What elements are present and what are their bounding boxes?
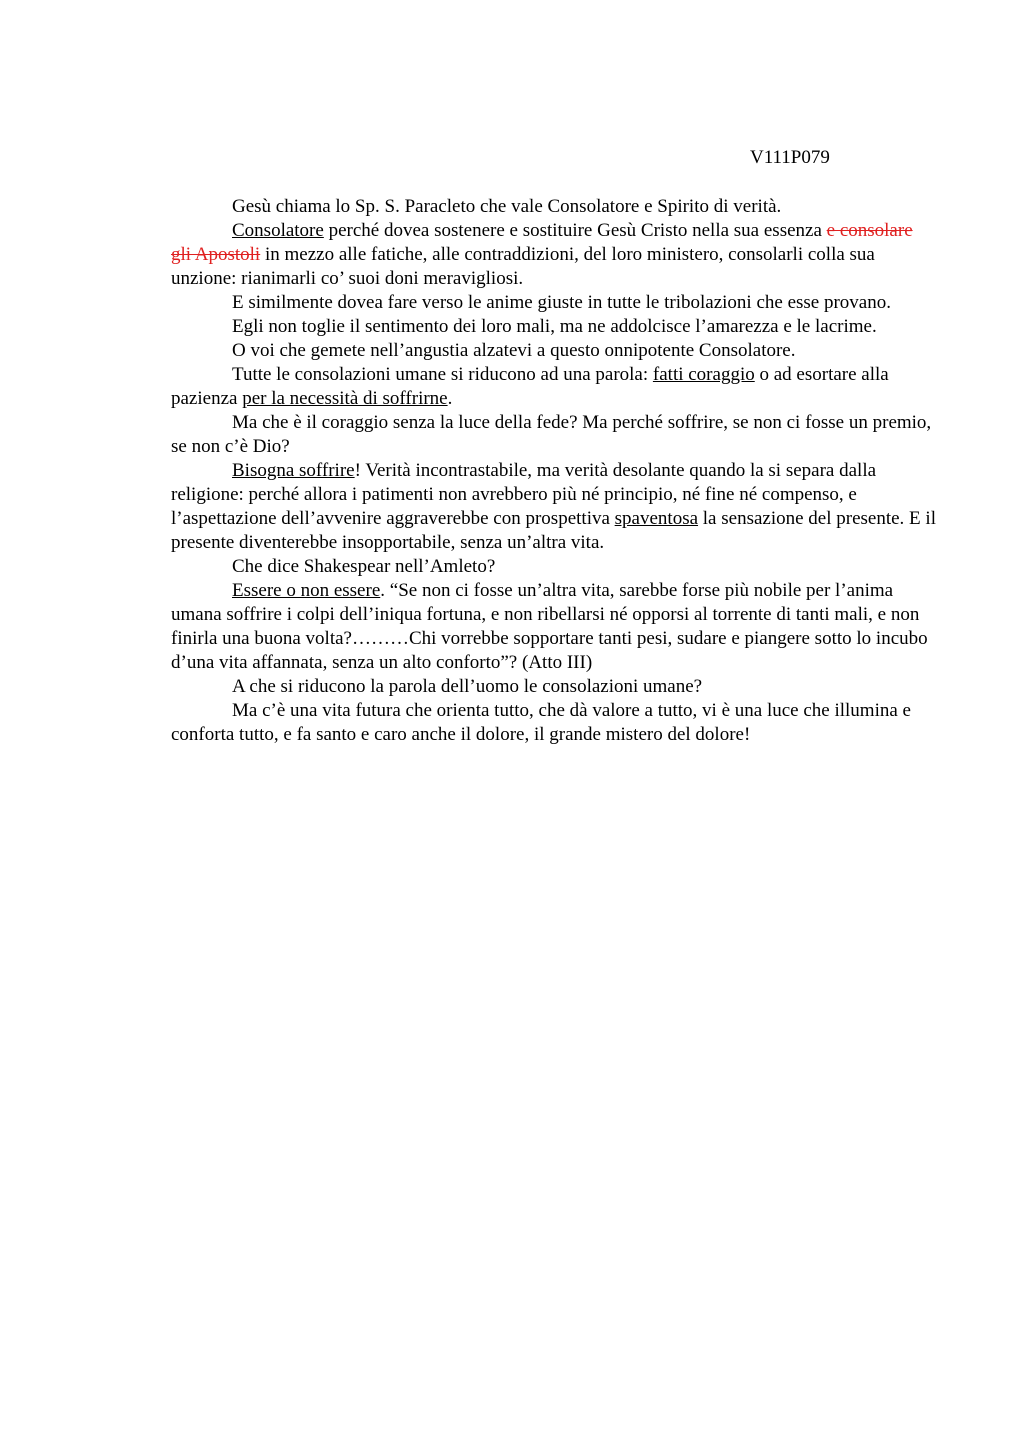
underlined-text: Consolatore — [232, 220, 324, 241]
paragraph-7: Ma che è il coraggio senza la luce della fede? Ma perché soffrire, se non ci fosse un premio, se non c’è Dio? — [171, 412, 932, 457]
paragraph-text: in mezzo alle fatiche, alle contraddizioni, del loro ministero, consolarli colla sua unzione: rianimarli co’ suoi doni meravigliosi. — [171, 244, 875, 289]
paragraph-text: . “Se non ci fosse un’altra vita, sarebbe forse più nobile per l’anima umana soffrire i colpi dell’iniqua fortuna, e non ribellarsi né opporsi al torrente di tanti mali, e non finirla una buona volta?………Chi vorrebbe sopportare tanti pesi, sudare e piangere sotto lo incubo d’una vita affannata, senza un alto conforto”? (Atto III) — [171, 580, 928, 673]
paragraph-1: Gesù chiama lo Sp. S. Paracleto che vale Consolatore e Spirito di verità. — [232, 196, 782, 217]
paragraph-4: Egli non toglie il sentimento dei loro mali, ma ne addolcisce l’amarezza e le lacrime. — [232, 316, 877, 337]
paragraph-6 — [171, 363, 936, 411]
underlined-text: per la necessità di soffrirne — [242, 388, 448, 409]
paragraph-text: perché dovea sostenere e sostituire Gesù Cristo nella sua essenza — [323, 220, 827, 241]
paragraph-12: Ma c’è una vita futura che orienta tutto, che dà valore a tutto, vi è una luce che illumina e conforta tutto, e fa santo e caro anche il dolore, il grande mistero del dolore! — [171, 700, 911, 745]
underlined-text: fatti coraggio — [652, 364, 755, 385]
paragraph-text: ! Verità incontrastabile, ma verità desolante quando la si separa dalla religione: perché allora i patimenti non avrebbero più né principio, né fine né compenso, e l’aspettazione dell’avvenire aggraverebbe con prospettiva — [171, 460, 877, 529]
underlined-text: Essere o non essere — [232, 580, 381, 601]
paragraph-text: o ad esortare alla pazienza — [171, 364, 889, 409]
paragraph-2 — [171, 219, 936, 291]
underlined-text: spaventosa — [614, 508, 699, 529]
paragraph-3: E similmente dovea fare verso le anime giuste in tutte le tribolazioni che esse provano. — [232, 292, 891, 313]
paragraph-text: la sensazione del presente. E il presente diventerebbe insopportabile, senza un’altra vita. — [171, 508, 936, 553]
paragraph-5: O voi che gemete nell’angustia alzatevi a questo onnipotente Consolatore. — [232, 340, 796, 361]
paragraph-8 — [171, 459, 936, 555]
page-id: V111P079 — [750, 147, 830, 168]
underlined-text: Bisogna soffrire — [232, 460, 355, 481]
paragraph-11: A che si riducono la parola dell’uomo le consolazioni umane? — [232, 676, 703, 697]
deleted-text: e consolare gli Apostoli — [171, 220, 913, 265]
paragraph-text: . — [447, 388, 453, 409]
paragraph-10 — [171, 579, 936, 675]
paragraph-9: Che dice Shakespear nell’Amleto? — [232, 556, 496, 577]
paragraph-text: Tutte le consolazioni umane si riducono ad una parola: — [232, 364, 653, 385]
document-body — [171, 195, 936, 747]
